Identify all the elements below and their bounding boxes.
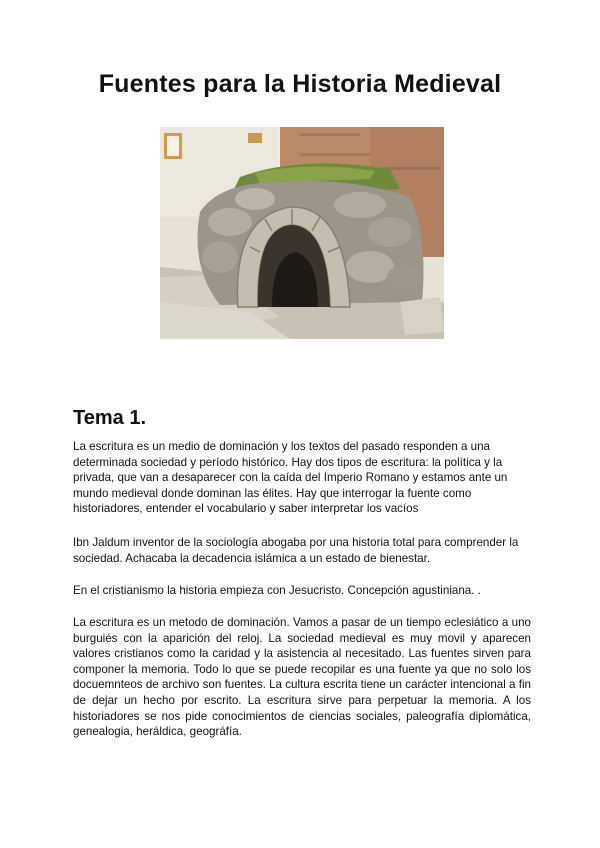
- page-title: Fuentes para la Historia Medieval: [98, 70, 502, 98]
- paragraph: La escritura es un medio de dominación y los textos del pasado responden a una determinada sociedad y período histórico. Hay dos tipos de escritura: la política y la privada, que van a desaparecer con la caída del Imperio Romano y estamos ante un mundo medieval donde dominan las élites. Hay que interrogar la fuente como historiadores, entender el vocabulario y saber interpretar los vacíos: [73, 440, 508, 516]
- fountain-illustration: [160, 127, 444, 339]
- section-heading: Tema 1.: [73, 407, 146, 429]
- paragraph: Ibn Jaldum inventor de la sociología abogaba por una historia total para comprender la sociedad. Achacaba la decadencia islámica a un estado de bienestar.: [73, 536, 519, 565]
- stone-fountain-photo: [160, 127, 444, 339]
- paragraph: En el cristianismo la historia empieza con Jesucristo. Concepción agustiniana. .: [73, 584, 481, 597]
- paragraph: La escritura es un metodo de dominación. Vamos a pasar de un tiempo eclesiático a uno burguiés con la aparición del reloj. La sociedad medieval es muy movil y aparecen valores cristianos como la caridad y la asistencia al necesitado. Las fuentes sirven para componer la memoria. Todo lo que se puede recopilar es una fuente ya que no solo los docuemnteos de archivo son fuentes. La cultura escrita tiene un carácter intencional a fin de dejar un hecho por escrito. La escritura sirve para perpetuar la memoria. A los historiadores se nos pide conocimientos de ciencias sociales, paleografía diplomática, genealogia, heráldica, geográfía.: [73, 616, 531, 739]
